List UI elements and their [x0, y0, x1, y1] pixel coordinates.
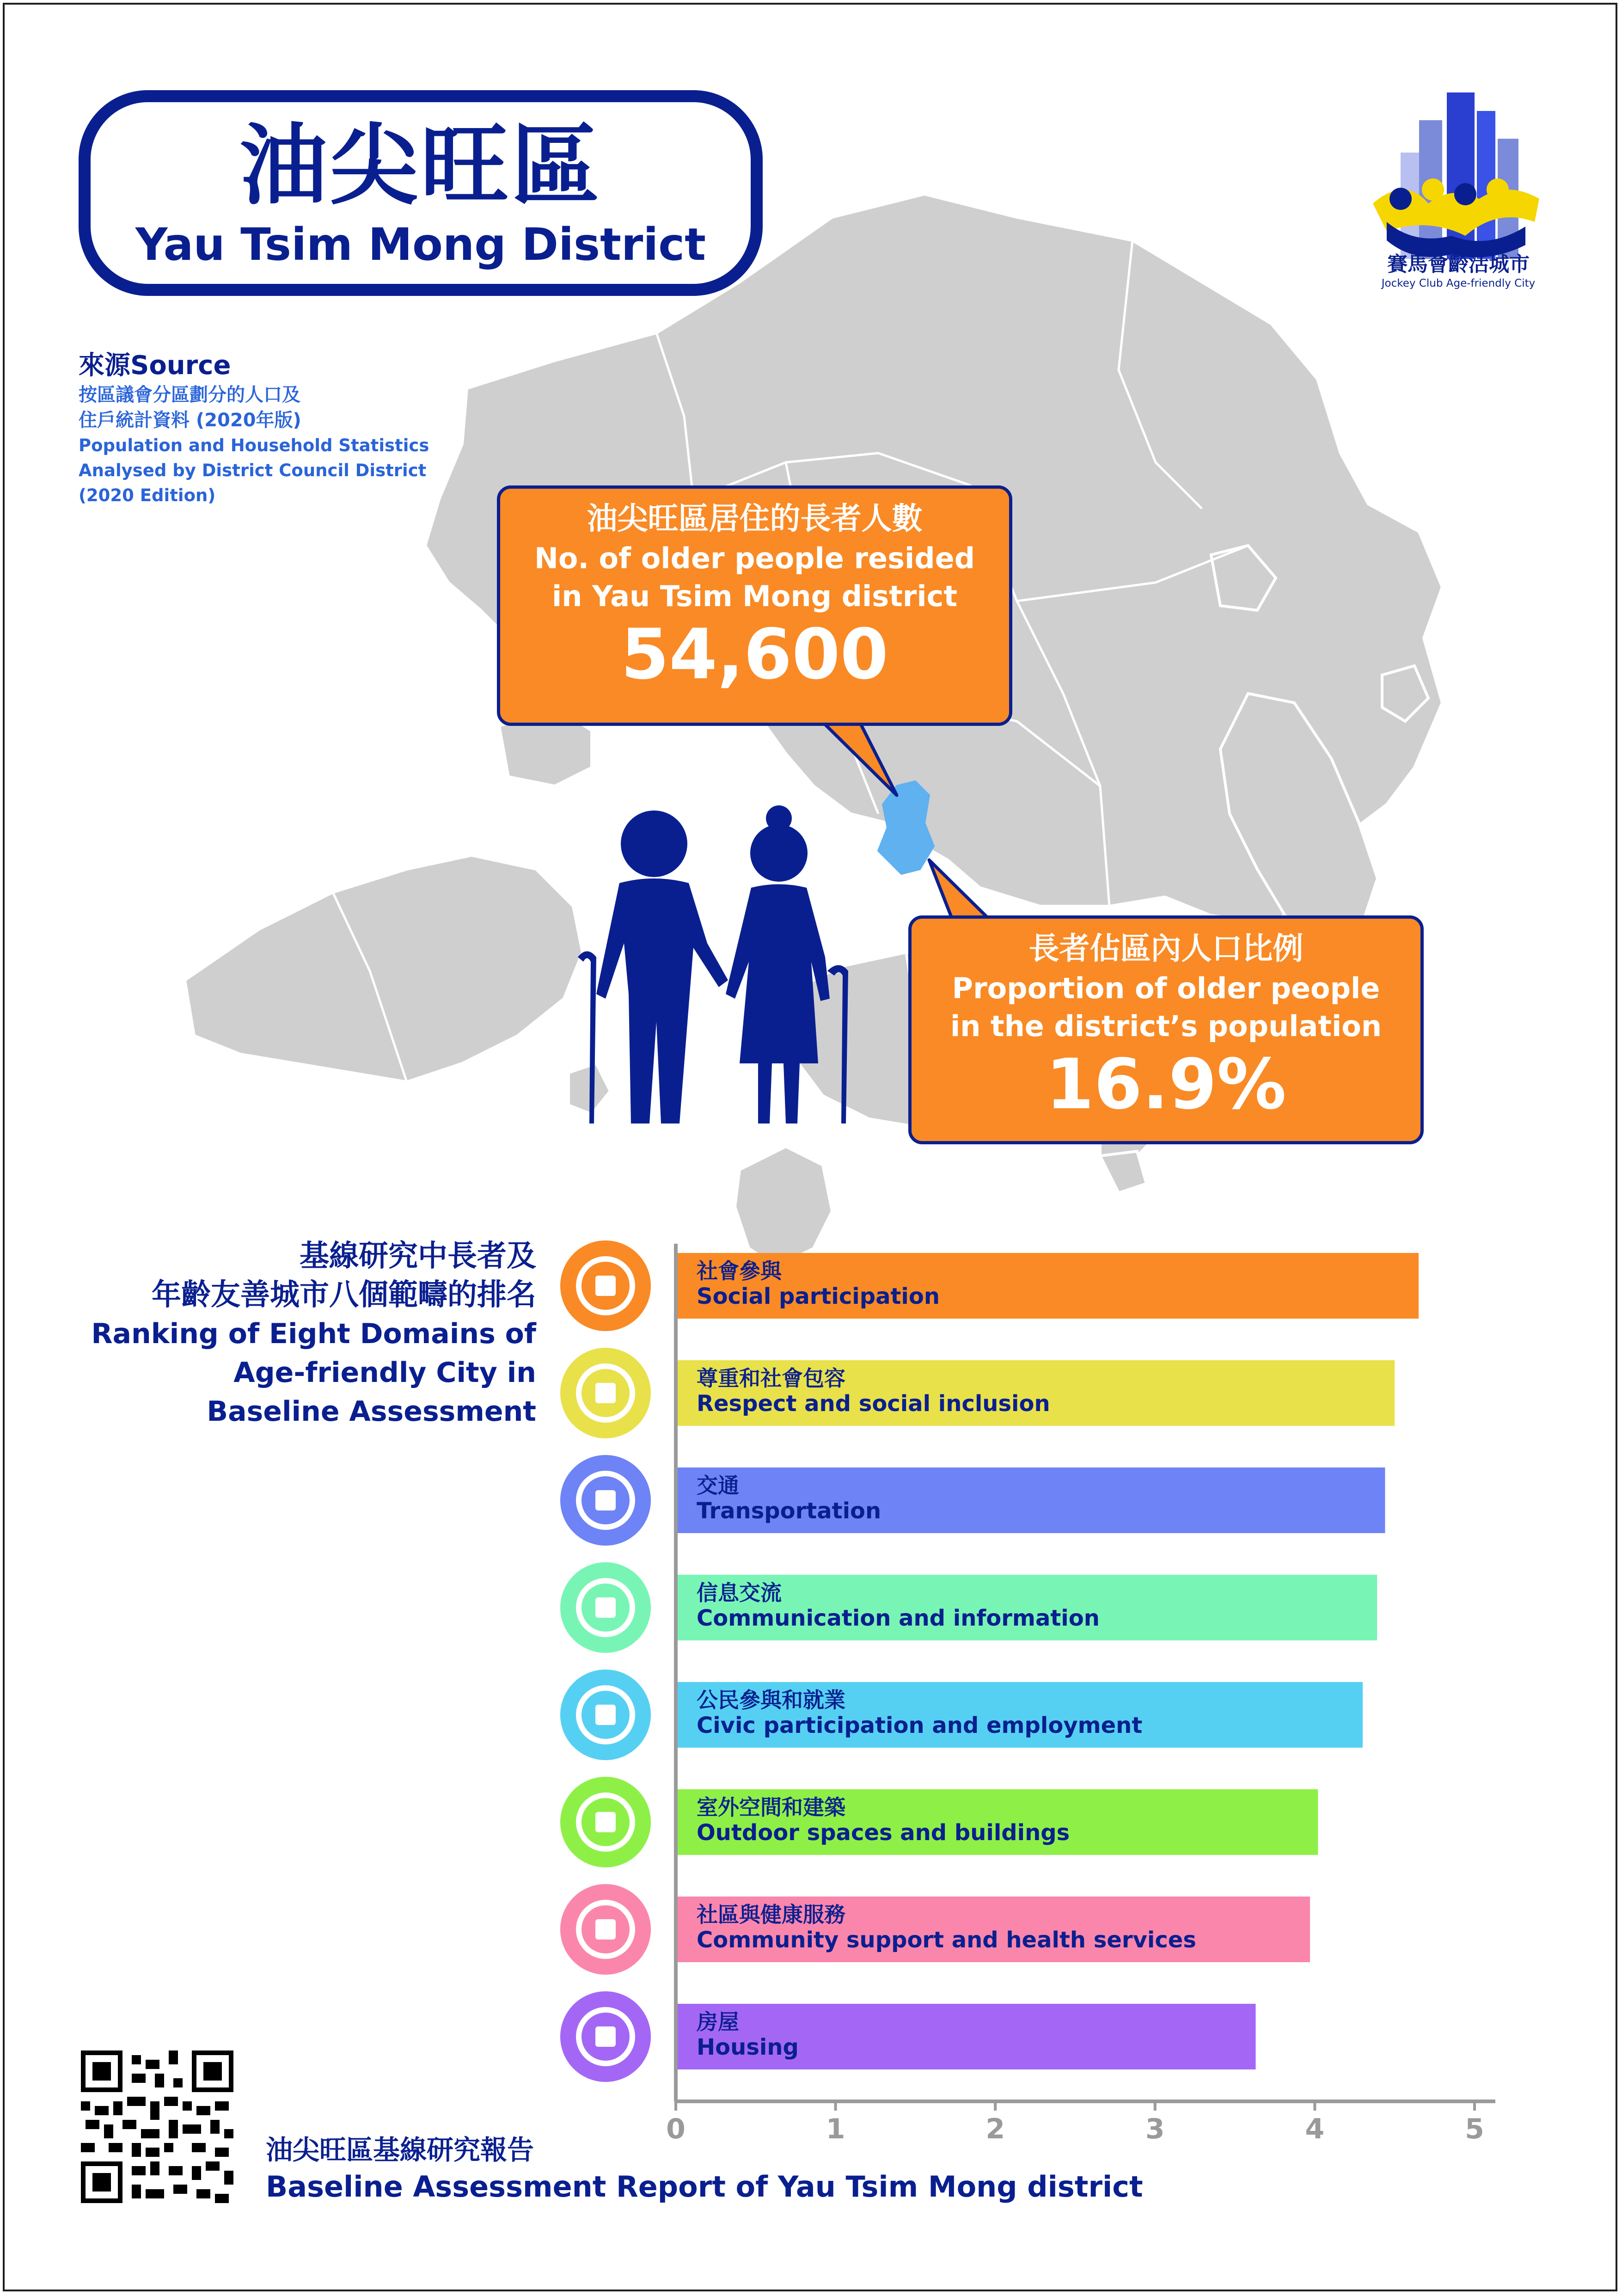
source-line2-en: Analysed by District Council District: [79, 460, 427, 480]
footer: [266, 2131, 1143, 2205]
bar-label-zh: 信息交流: [697, 1580, 782, 1605]
report-title-en: Baseline Assessment Report of Yau Tsim Mong district: [266, 2170, 1143, 2204]
x-tick-label: 5: [1465, 2113, 1484, 2145]
older-people-proportion-value: 16.9%: [1046, 1044, 1286, 1125]
older-people-count-label-en-1: No. of older people resided: [534, 541, 975, 575]
ranking-title-zh-2: 年齡友善城市八個範疇的排名: [152, 1278, 536, 1312]
people-icon: [560, 1240, 651, 1331]
older-people-count-label-zh: 油尖旺區居住的長者人數: [587, 501, 923, 536]
house-icon: [560, 1991, 651, 2082]
logo-name-zh: 賽馬會齡活城市: [1387, 252, 1530, 276]
bar-label-7: [697, 2009, 799, 2060]
bar-label-5: [697, 1795, 1070, 1846]
bar-label-zh: 社會參與: [697, 1259, 782, 1283]
health-services-icon: [560, 1884, 651, 1975]
bar-label-2: [697, 1473, 881, 1524]
bar-label-en: Respect and social inclusion: [697, 1391, 1050, 1417]
ranking-title-en-1: Ranking of Eight Domains of: [91, 1318, 536, 1350]
x-tick-label: 3: [1145, 2113, 1165, 2145]
megaphone-icon: [560, 1670, 651, 1760]
older-people-proportion-label-en-2: in the district’s population: [950, 1009, 1382, 1043]
older-people-count-label-en-2: in Yau Tsim Mong district: [552, 579, 957, 613]
bar-label-en: Outdoor spaces and buildings: [697, 1820, 1070, 1846]
bar-label-6: [697, 1902, 1196, 1953]
x-tick-label: 1: [826, 2113, 845, 2145]
ranking-title-en-3: Baseline Assessment: [207, 1395, 536, 1428]
older-people-proportion-label-zh: 長者佔區內人口比例: [1028, 931, 1304, 966]
x-tick-label: 4: [1305, 2113, 1325, 2145]
x-tick-label: 0: [666, 2113, 686, 2145]
x-tick-label: 2: [985, 2113, 1005, 2145]
older-people-proportion-label-en-1: Proportion of older people: [952, 971, 1380, 1005]
bar-label-en: Transportation: [697, 1498, 881, 1524]
report-title-zh: 油尖旺區基線研究報告: [266, 2134, 534, 2166]
source-line2-zh: 住戶統計資料 (2020年版): [79, 410, 301, 431]
transport-icon: [560, 1455, 651, 1546]
bar-label-en: Community support and health services: [697, 1927, 1196, 1953]
bar-label-3: [697, 1580, 1100, 1631]
bar-label-en: Social participation: [697, 1283, 940, 1309]
bar-label-0: [697, 1259, 940, 1309]
bar-label-zh: 交通: [697, 1473, 739, 1498]
bar-label-zh: 尊重和社會包容: [697, 1366, 845, 1391]
bar-label-zh: 公民參與和就業: [697, 1688, 845, 1713]
bar-label-zh: 室外空間和建築: [697, 1795, 845, 1820]
bar-label-zh: 社區與健康服務: [697, 1902, 845, 1927]
source-heading: 來源Source: [79, 350, 231, 381]
bar-label-en: Housing: [697, 2034, 799, 2060]
source-line1-zh: 按區議會分區劃分的人口及: [79, 384, 300, 405]
ranking-title-en-2: Age-friendly City in: [233, 1357, 536, 1389]
source-line1-en: Population and Household Statistics: [79, 436, 429, 455]
bar-label-zh: 房屋: [697, 2009, 739, 2034]
district-name-en: Yau Tsim Mong District: [135, 219, 706, 270]
logo-name-en: Jockey Club Age-friendly City: [1381, 277, 1536, 289]
communication-icon: [560, 1562, 651, 1653]
qr-code-icon[interactable]: [81, 2050, 233, 2203]
bar-label-en: Civic participation and employment: [697, 1713, 1143, 1738]
source-line3-en: (2020 Edition): [79, 485, 216, 505]
bar-label-en: Communication and information: [697, 1605, 1100, 1631]
handshake-icon: [560, 1348, 651, 1438]
bar-label-4: [697, 1688, 1142, 1738]
outdoor-buildings-icon: [560, 1777, 651, 1867]
bar-label-1: [697, 1366, 1050, 1417]
district-name-zh: 油尖旺區: [239, 115, 602, 217]
older-people-count-value: 54,600: [621, 614, 888, 695]
ranking-title-zh-1: 基線研究中長者及: [300, 1239, 536, 1273]
